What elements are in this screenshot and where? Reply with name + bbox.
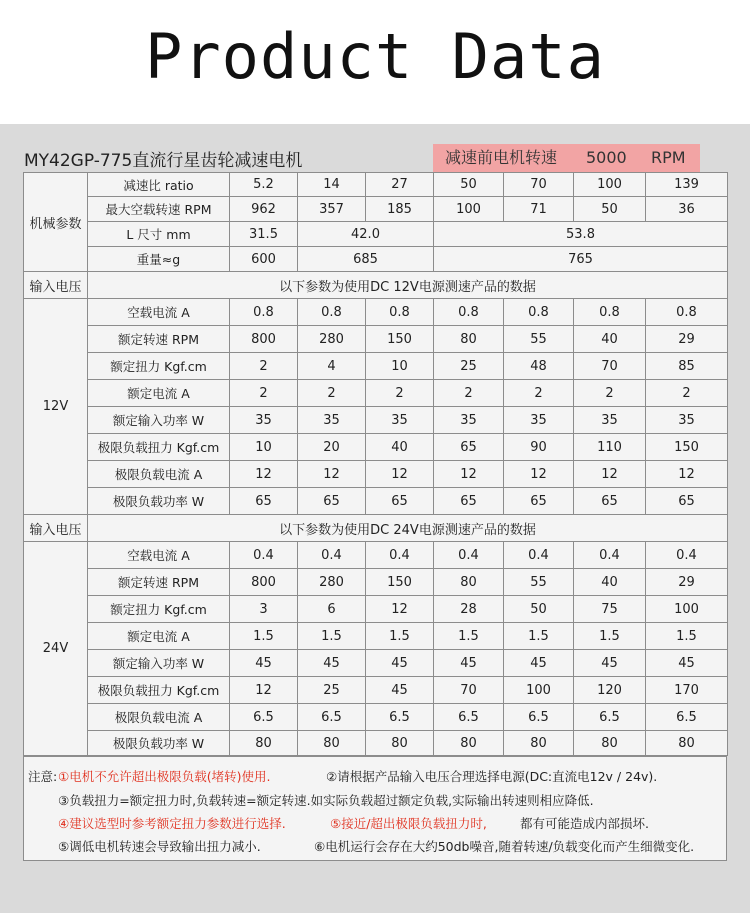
ratio-cell: 50: [434, 173, 504, 197]
value-cell: 80: [434, 569, 504, 596]
ratio-cell: 100: [574, 173, 646, 197]
value-cell: 45: [434, 650, 504, 677]
row-label: 极限负载扭力 Kgf.cm: [88, 434, 230, 461]
value-cell: 45: [230, 650, 298, 677]
row-label: 额定转速 RPM: [88, 326, 230, 353]
rpm-value: 5000: [586, 148, 627, 167]
noload-cell: 100: [434, 197, 504, 222]
value-cell: 12: [646, 461, 728, 488]
ratio-cell: 27: [366, 173, 434, 197]
value-cell: 800: [230, 326, 298, 353]
value-cell: 1.5: [646, 623, 728, 650]
note-5-warning: ⑤接近/超出极限负载扭力时,: [330, 816, 487, 831]
voltage-note: 以下参数为使用DC 24V电源测速产品的数据: [88, 515, 728, 542]
notes-box: [23, 756, 727, 861]
value-cell: 65: [366, 488, 434, 515]
voltage-note: 以下参数为使用DC 12V电源测速产品的数据: [88, 272, 728, 299]
spec-row: [24, 461, 728, 488]
spec-row: [24, 353, 728, 380]
length-cell: 31.5: [230, 222, 298, 247]
rpm-highlight-box: [433, 144, 700, 172]
value-cell: 100: [504, 677, 574, 704]
value-cell: 80: [434, 326, 504, 353]
spec-row: [24, 380, 728, 407]
value-cell: 170: [646, 677, 728, 704]
value-cell: 10: [230, 434, 298, 461]
value-cell: 10: [366, 353, 434, 380]
value-cell: 0.8: [230, 299, 298, 326]
voltage-note-row: [24, 272, 728, 299]
value-cell: 2: [504, 380, 574, 407]
row-label: 额定电流 A: [88, 623, 230, 650]
value-cell: 2: [230, 380, 298, 407]
value-cell: 35: [504, 407, 574, 434]
note-5-tail: 都有可能造成内部损坏.: [520, 816, 649, 831]
value-cell: 2: [366, 380, 434, 407]
noload-cell: 357: [298, 197, 366, 222]
value-cell: 35: [230, 407, 298, 434]
row-label: 重量≈g: [88, 247, 230, 272]
value-cell: 12: [504, 461, 574, 488]
value-cell: 0.4: [434, 542, 504, 569]
spec-row: [24, 596, 728, 623]
value-cell: 6.5: [298, 704, 366, 731]
value-cell: 1.5: [366, 623, 434, 650]
value-cell: 80: [366, 731, 434, 756]
noload-cell: 962: [230, 197, 298, 222]
value-cell: 70: [574, 353, 646, 380]
value-cell: 6.5: [230, 704, 298, 731]
value-cell: 1.5: [504, 623, 574, 650]
row-label: 极限负载电流 A: [88, 461, 230, 488]
value-cell: 80: [230, 731, 298, 756]
value-cell: 65: [434, 488, 504, 515]
noload-cell: 71: [504, 197, 574, 222]
value-cell: 90: [504, 434, 574, 461]
weight-cell: 765: [434, 247, 728, 272]
rpm-label: 减速前电机转速: [445, 148, 558, 167]
note-3: ③负载扭力=额定扭力时,负载转速=额定转速.如实际负载超过额定负载,实际输出转速则相应降低.: [58, 793, 594, 808]
value-cell: 55: [504, 569, 574, 596]
note-2: ②请根据产品输入电压合理选择电源(DC:直流电12v / 24v).: [326, 769, 658, 784]
value-cell: 65: [504, 488, 574, 515]
value-cell: 280: [298, 569, 366, 596]
value-cell: 25: [434, 353, 504, 380]
value-cell: 48: [504, 353, 574, 380]
value-cell: 0.8: [504, 299, 574, 326]
row-label: L 尺寸 mm: [88, 222, 230, 247]
value-cell: 0.4: [646, 542, 728, 569]
value-cell: 65: [646, 488, 728, 515]
value-cell: 3: [230, 596, 298, 623]
spec-row: [24, 569, 728, 596]
value-cell: 75: [574, 596, 646, 623]
voltage-label: 输入电压: [24, 515, 88, 542]
spec-row: [24, 650, 728, 677]
value-cell: 0.4: [574, 542, 646, 569]
value-cell: 2: [646, 380, 728, 407]
spec-row: [24, 704, 728, 731]
value-cell: 65: [230, 488, 298, 515]
value-cell: 0.4: [230, 542, 298, 569]
value-cell: 28: [434, 596, 504, 623]
value-cell: 80: [434, 731, 504, 756]
value-cell: 1.5: [434, 623, 504, 650]
length-cell: 42.0: [298, 222, 434, 247]
spec-row: [24, 407, 728, 434]
value-cell: 35: [366, 407, 434, 434]
row-label: 额定扭力 Kgf.cm: [88, 596, 230, 623]
spec-row: [24, 434, 728, 461]
row-label: 减速比 ratio: [88, 173, 230, 197]
value-cell: 6: [298, 596, 366, 623]
weight-cell: 600: [230, 247, 298, 272]
ratio-cell: 70: [504, 173, 574, 197]
ratio-cell: 139: [646, 173, 728, 197]
value-cell: 4: [298, 353, 366, 380]
value-cell: 1.5: [574, 623, 646, 650]
value-cell: 120: [574, 677, 646, 704]
value-cell: 35: [646, 407, 728, 434]
value-cell: 1.5: [230, 623, 298, 650]
value-cell: 20: [298, 434, 366, 461]
row-label: 额定电流 A: [88, 380, 230, 407]
value-cell: 25: [298, 677, 366, 704]
value-cell: 45: [366, 677, 434, 704]
notes-prefix: 注意:: [28, 769, 58, 784]
value-cell: 12: [230, 461, 298, 488]
ratio-row: [24, 173, 728, 197]
value-cell: 55: [504, 326, 574, 353]
value-cell: 6.5: [366, 704, 434, 731]
value-cell: 35: [574, 407, 646, 434]
value-cell: 6.5: [574, 704, 646, 731]
value-cell: 65: [574, 488, 646, 515]
ratio-cell: 14: [298, 173, 366, 197]
mech-group-label: 机械参数: [24, 173, 88, 272]
value-cell: 0.4: [366, 542, 434, 569]
note-1: ①电机不允许超出极限负载(堵转)使用.: [58, 769, 271, 784]
spec-row: [24, 542, 728, 569]
value-cell: 6.5: [646, 704, 728, 731]
value-cell: 150: [366, 326, 434, 353]
value-cell: 2: [298, 380, 366, 407]
value-cell: 0.8: [366, 299, 434, 326]
value-cell: 12: [434, 461, 504, 488]
length-cell: 53.8: [434, 222, 728, 247]
noload-cell: 185: [366, 197, 434, 222]
value-cell: 45: [504, 650, 574, 677]
value-cell: 45: [298, 650, 366, 677]
value-cell: 150: [366, 569, 434, 596]
model-title: MY42GP-775直流行星齿轮减速电机: [24, 151, 303, 171]
value-cell: 12: [230, 677, 298, 704]
value-cell: 65: [434, 434, 504, 461]
value-cell: 2: [574, 380, 646, 407]
spec-row: [24, 677, 728, 704]
value-cell: 0.4: [504, 542, 574, 569]
row-label: 空载电流 A: [88, 299, 230, 326]
value-cell: 0.8: [434, 299, 504, 326]
value-cell: 80: [646, 731, 728, 756]
row-label: 额定扭力 Kgf.cm: [88, 353, 230, 380]
value-cell: 40: [574, 569, 646, 596]
value-cell: 6.5: [504, 704, 574, 731]
rpm-unit: RPM: [651, 148, 686, 167]
spec-row: [24, 623, 728, 650]
weight-row: [24, 247, 728, 272]
noload-speed-row: [24, 197, 728, 222]
spec-row: [24, 488, 728, 515]
note-7: ⑥电机运行会存在大约50db噪音,随着转速/负载变化而产生细微变化.: [314, 839, 695, 854]
voltage-group-label: 24V: [24, 542, 88, 756]
value-cell: 40: [366, 434, 434, 461]
value-cell: 45: [366, 650, 434, 677]
value-cell: 50: [504, 596, 574, 623]
row-label: 极限负载功率 W: [88, 731, 230, 756]
value-cell: 0.8: [574, 299, 646, 326]
value-cell: 45: [646, 650, 728, 677]
row-label: 极限负载扭力 Kgf.cm: [88, 677, 230, 704]
value-cell: 6.5: [434, 704, 504, 731]
row-label: 额定输入功率 W: [88, 650, 230, 677]
spec-row: [24, 326, 728, 353]
row-label: 最大空载转速 RPM: [88, 197, 230, 222]
value-cell: 65: [298, 488, 366, 515]
value-cell: 35: [434, 407, 504, 434]
value-cell: 80: [504, 731, 574, 756]
value-cell: 280: [298, 326, 366, 353]
value-cell: 2: [434, 380, 504, 407]
value-cell: 45: [574, 650, 646, 677]
value-cell: 12: [298, 461, 366, 488]
value-cell: 0.8: [646, 299, 728, 326]
value-cell: 80: [298, 731, 366, 756]
weight-cell: 685: [298, 247, 434, 272]
value-cell: 12: [366, 461, 434, 488]
length-row: [24, 222, 728, 247]
page-title: Product Data: [145, 20, 605, 93]
value-cell: 100: [646, 596, 728, 623]
note-4: ④建议选型时参考额定扭力参数进行选择.: [58, 816, 286, 831]
value-cell: 29: [646, 569, 728, 596]
value-cell: 12: [366, 596, 434, 623]
value-cell: 29: [646, 326, 728, 353]
value-cell: 35: [298, 407, 366, 434]
ratio-cell: 5.2: [230, 173, 298, 197]
row-label: 极限负载功率 W: [88, 488, 230, 515]
voltage-group-label: 12V: [24, 299, 88, 515]
value-cell: 12: [574, 461, 646, 488]
row-label: 空载电流 A: [88, 542, 230, 569]
row-label: 额定转速 RPM: [88, 569, 230, 596]
value-cell: 0.8: [298, 299, 366, 326]
noload-cell: 50: [574, 197, 646, 222]
value-cell: 1.5: [298, 623, 366, 650]
value-cell: 2: [230, 353, 298, 380]
value-cell: 150: [646, 434, 728, 461]
spec-row: [24, 299, 728, 326]
v24-section: [24, 515, 728, 756]
spec-table: [23, 172, 728, 756]
value-cell: 0.4: [298, 542, 366, 569]
row-label: 极限负载电流 A: [88, 704, 230, 731]
value-cell: 40: [574, 326, 646, 353]
value-cell: 70: [434, 677, 504, 704]
v12-section: [24, 272, 728, 515]
value-cell: 800: [230, 569, 298, 596]
value-cell: 80: [574, 731, 646, 756]
voltage-label: 输入电压: [24, 272, 88, 299]
header: [0, 0, 750, 124]
spec-row: [24, 731, 728, 756]
noload-cell: 36: [646, 197, 728, 222]
value-cell: 110: [574, 434, 646, 461]
note-6: ⑤调低电机转速会导致输出扭力减小.: [58, 839, 261, 854]
voltage-note-row: [24, 515, 728, 542]
value-cell: 85: [646, 353, 728, 380]
row-label: 额定输入功率 W: [88, 407, 230, 434]
